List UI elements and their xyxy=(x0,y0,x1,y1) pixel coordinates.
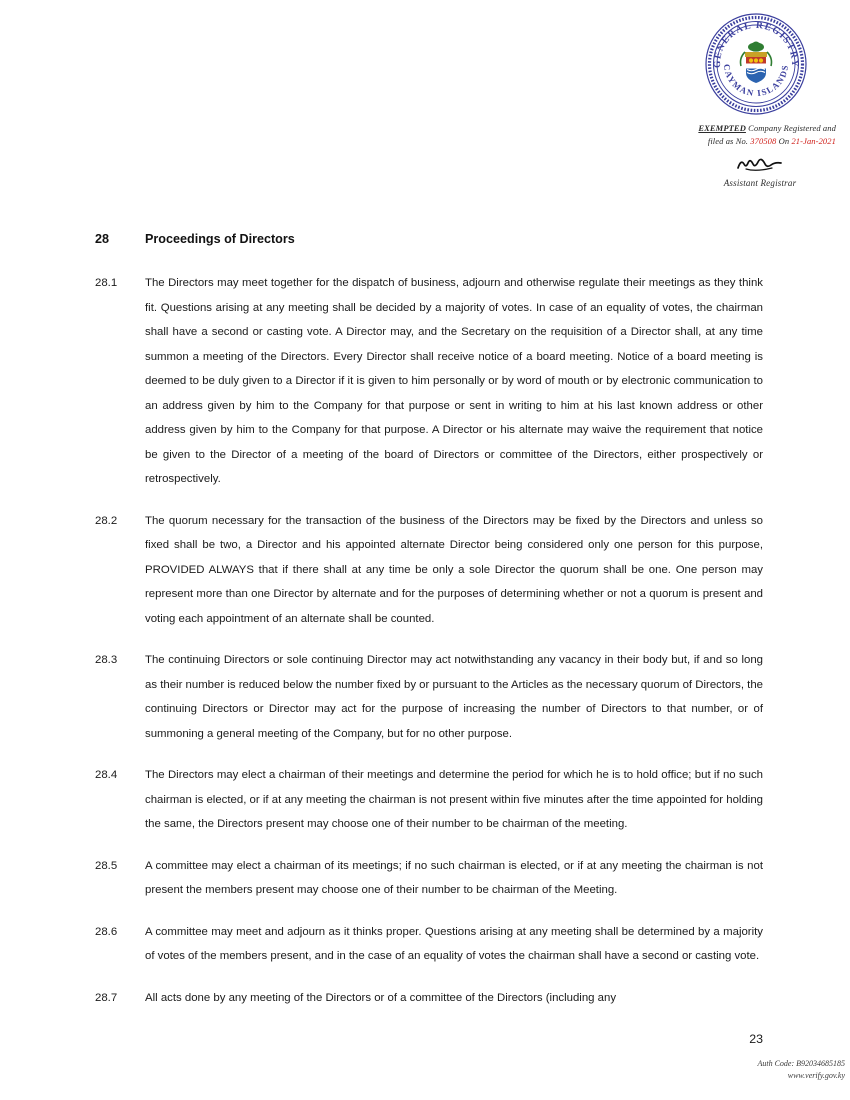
section-number: 28 xyxy=(95,232,110,246)
registration-line-2 xyxy=(640,135,836,148)
clause-text: The quorum necessary for the transaction of the business of the Directors may be fixed by the Directors and unless so fixed shall be two, a Director and his appointed alternate Director being considered only one person for this purpose, PROVIDED ALWAYS that if there shall at any time be only a sole Director the quorum shall be one. One person may represent more than one Director by alternate and for the purposes of determining whether or not a quorum is present and voting each appointment of an alternate shall be counted. xyxy=(145,514,763,625)
clause-28-5 xyxy=(95,854,763,903)
registration-number: 370508 xyxy=(750,136,777,146)
registration-text xyxy=(640,122,840,148)
auth-code: Auth Code: B92034685185 xyxy=(757,1059,845,1068)
clause-text: The continuing Directors or sole continuing Director may act notwithstanding any vacancy in their body but, if and so long as their number is reduced below the number fixed by or pursuant to the Articles as the necessary quorum of Directors, the continuing Directors or Director may act for the purpose of increasing the number of Directors to that number, or of summoning a general meeting of the Company, but for no other purpose. xyxy=(145,654,763,740)
svg-text:CAYMAN ISLANDS: CAYMAN ISLANDS xyxy=(721,63,791,99)
registry-stamp-block xyxy=(640,12,840,188)
clause-28-1 xyxy=(95,271,763,492)
clause-28-4 xyxy=(95,763,763,837)
clause-28-3 xyxy=(95,648,763,746)
section-title: Proceedings of Directors xyxy=(145,232,295,246)
clause-number: 28.1 xyxy=(95,277,118,289)
filed-as-label: filed as No. xyxy=(707,136,749,146)
section-heading xyxy=(95,232,763,246)
registration-line-1-rest: Company Registered and xyxy=(748,123,836,133)
svg-text:GENERAL REGISTRY: GENERAL REGISTRY xyxy=(712,20,800,69)
assistant-registrar-label: Assistant Registrar xyxy=(723,178,797,188)
clause-28-2 xyxy=(95,509,763,632)
clause-number: 28.3 xyxy=(95,654,118,666)
clause-text: A committee may elect a chairman of its meetings; if no such chairman is elected, or if at any meeting the chairman is not present the members present may choose one of their number to be chairman of the Meeting. xyxy=(145,859,763,896)
on-label: On xyxy=(778,136,790,146)
exempted-label: EXEMPTED xyxy=(698,123,746,133)
registration-date: 21-Jan-2021 xyxy=(791,136,836,146)
clause-number: 28.6 xyxy=(95,925,118,938)
signature-block xyxy=(640,154,840,188)
verification-block xyxy=(0,1058,845,1082)
clause-number: 28.5 xyxy=(95,859,118,872)
clause-number: 28.4 xyxy=(95,769,118,781)
general-registry-seal xyxy=(704,12,808,116)
clause-number: 28.7 xyxy=(95,991,118,1004)
clause-text: The Directors may meet together for the dispatch of business, adjourn and otherwise regulate their meetings as they think fit. Questions arising at any meeting shall be decided by a majority of votes. In case of an equality of votes, the chairman shall have a second or casting vote. A Director may, and the Secretary on the requisition of a Director shall, at any time summon a meeting of the Directors. Every Director shall receive notice of a board meeting. Notice of a board meeting is deemed to be duly given to a Director if it is given to him personally or by word of mouth or by electronic communication to an address given by him to the Company for that purpose or sent in writing to him at his last known address or other address given by him to the Company for that purpose. A Director or his alternate may waive the requirement that notice be given to the Director of a meeting of the board of Directors or committee of the Directors, either prospectively or retrospectively. xyxy=(145,277,763,485)
signature-mark-icon xyxy=(734,154,786,174)
seal-icon xyxy=(704,12,808,116)
page-number: 23 xyxy=(749,1032,763,1046)
clause-text: A committee may meet and adjourn as it thinks proper. Questions arising at any meeting shall be determined by a majority of votes of the members present, and in the case of an equality of votes the chairman shall have a second or casting vote. xyxy=(145,925,763,962)
clause-28-7 xyxy=(95,986,763,1011)
clause-28-6 xyxy=(95,920,763,969)
clause-text: The Directors may elect a chairman of their meetings and determine the period for which he is to hold office; but if no such chairman is elected, or if at any meeting the chairman is not present within five minutes after the time appointed for holding the same, the Directors present may choose one of their number to be chairman of the meeting. xyxy=(145,769,763,830)
registration-line-1 xyxy=(640,122,836,135)
clause-number: 28.2 xyxy=(95,514,118,527)
document-body xyxy=(95,232,763,1027)
verify-url: www.verify.gov.ky xyxy=(787,1071,845,1080)
clause-text: All acts done by any meeting of the Directors or of a committee of the Directors (including any xyxy=(145,991,617,1004)
